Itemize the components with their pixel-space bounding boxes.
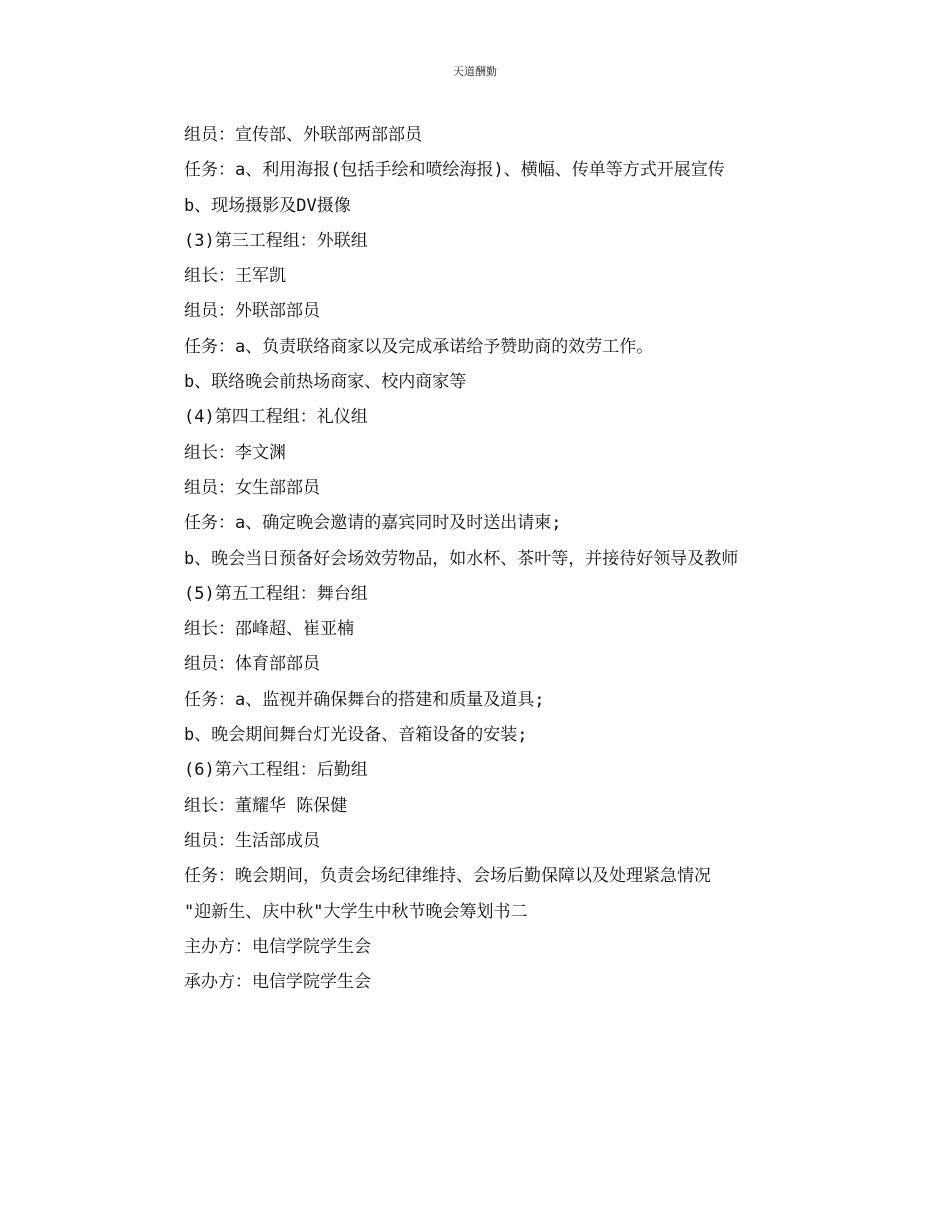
text-line: 任务：a、确定晚会邀请的嘉宾同时及时送出请柬;: [184, 513, 562, 534]
text-line: b、现场摄影及DV摄像: [184, 195, 351, 216]
section-heading: (5)第五工程组：舞台组: [184, 583, 368, 604]
text-line: 组员：女生部部员: [184, 477, 320, 498]
document-body: [184, 122, 884, 1004]
text-line: 任务：a、利用海报(包括手绘和喷绘海报)、横幅、传单等方式开展宣传: [184, 160, 725, 181]
text-line: 任务：a、监视并确保舞台的搭建和质量及道具;: [184, 689, 545, 710]
text-line: 组长：邵峰超、崔亚楠: [184, 619, 354, 640]
text-line: 组员：体育部部员: [184, 654, 320, 675]
text-line: 组员：外联部部员: [184, 301, 320, 322]
text-line: 任务：a、负责联络商家以及完成承诺给予赞助商的效劳工作。: [184, 336, 654, 357]
text-line: 主办方：电信学院学生会: [184, 936, 371, 957]
section-heading: (4)第四工程组：礼仪组: [184, 407, 368, 428]
text-line: 任务：晚会期间，负责会场纪律维持、会场后勤保障以及处理紧急情况: [184, 866, 711, 887]
text-line: 组员：宣传部、外联部两部部员: [184, 125, 422, 145]
section-heading: (3)第三工程组：外联组: [184, 230, 368, 251]
text-line: 组长：王军凯: [184, 266, 286, 287]
text-line: 组员：生活部成员: [184, 830, 320, 851]
document-title: "迎新生、庆中秋"大学生中秋节晚会筹划书二: [184, 901, 528, 922]
text-line: b、联络晚会前热场商家、校内商家等: [184, 372, 467, 393]
text-line: b、晚会期间舞台灯光设备、音箱设备的安装;: [184, 725, 528, 746]
text-line: 组长：董耀华 陈保健: [184, 795, 348, 816]
text-line: 组长：李文渊: [184, 442, 286, 463]
section-heading: (6)第六工程组：后勤组: [184, 760, 368, 781]
text-line: b、晚会当日预备好会场效劳物品，如水杯、茶叶等，并接待好领导及教师: [184, 548, 739, 569]
page-header: 天道酬勤: [453, 65, 497, 78]
text-line: 承办方：电信学院学生会: [184, 972, 371, 993]
